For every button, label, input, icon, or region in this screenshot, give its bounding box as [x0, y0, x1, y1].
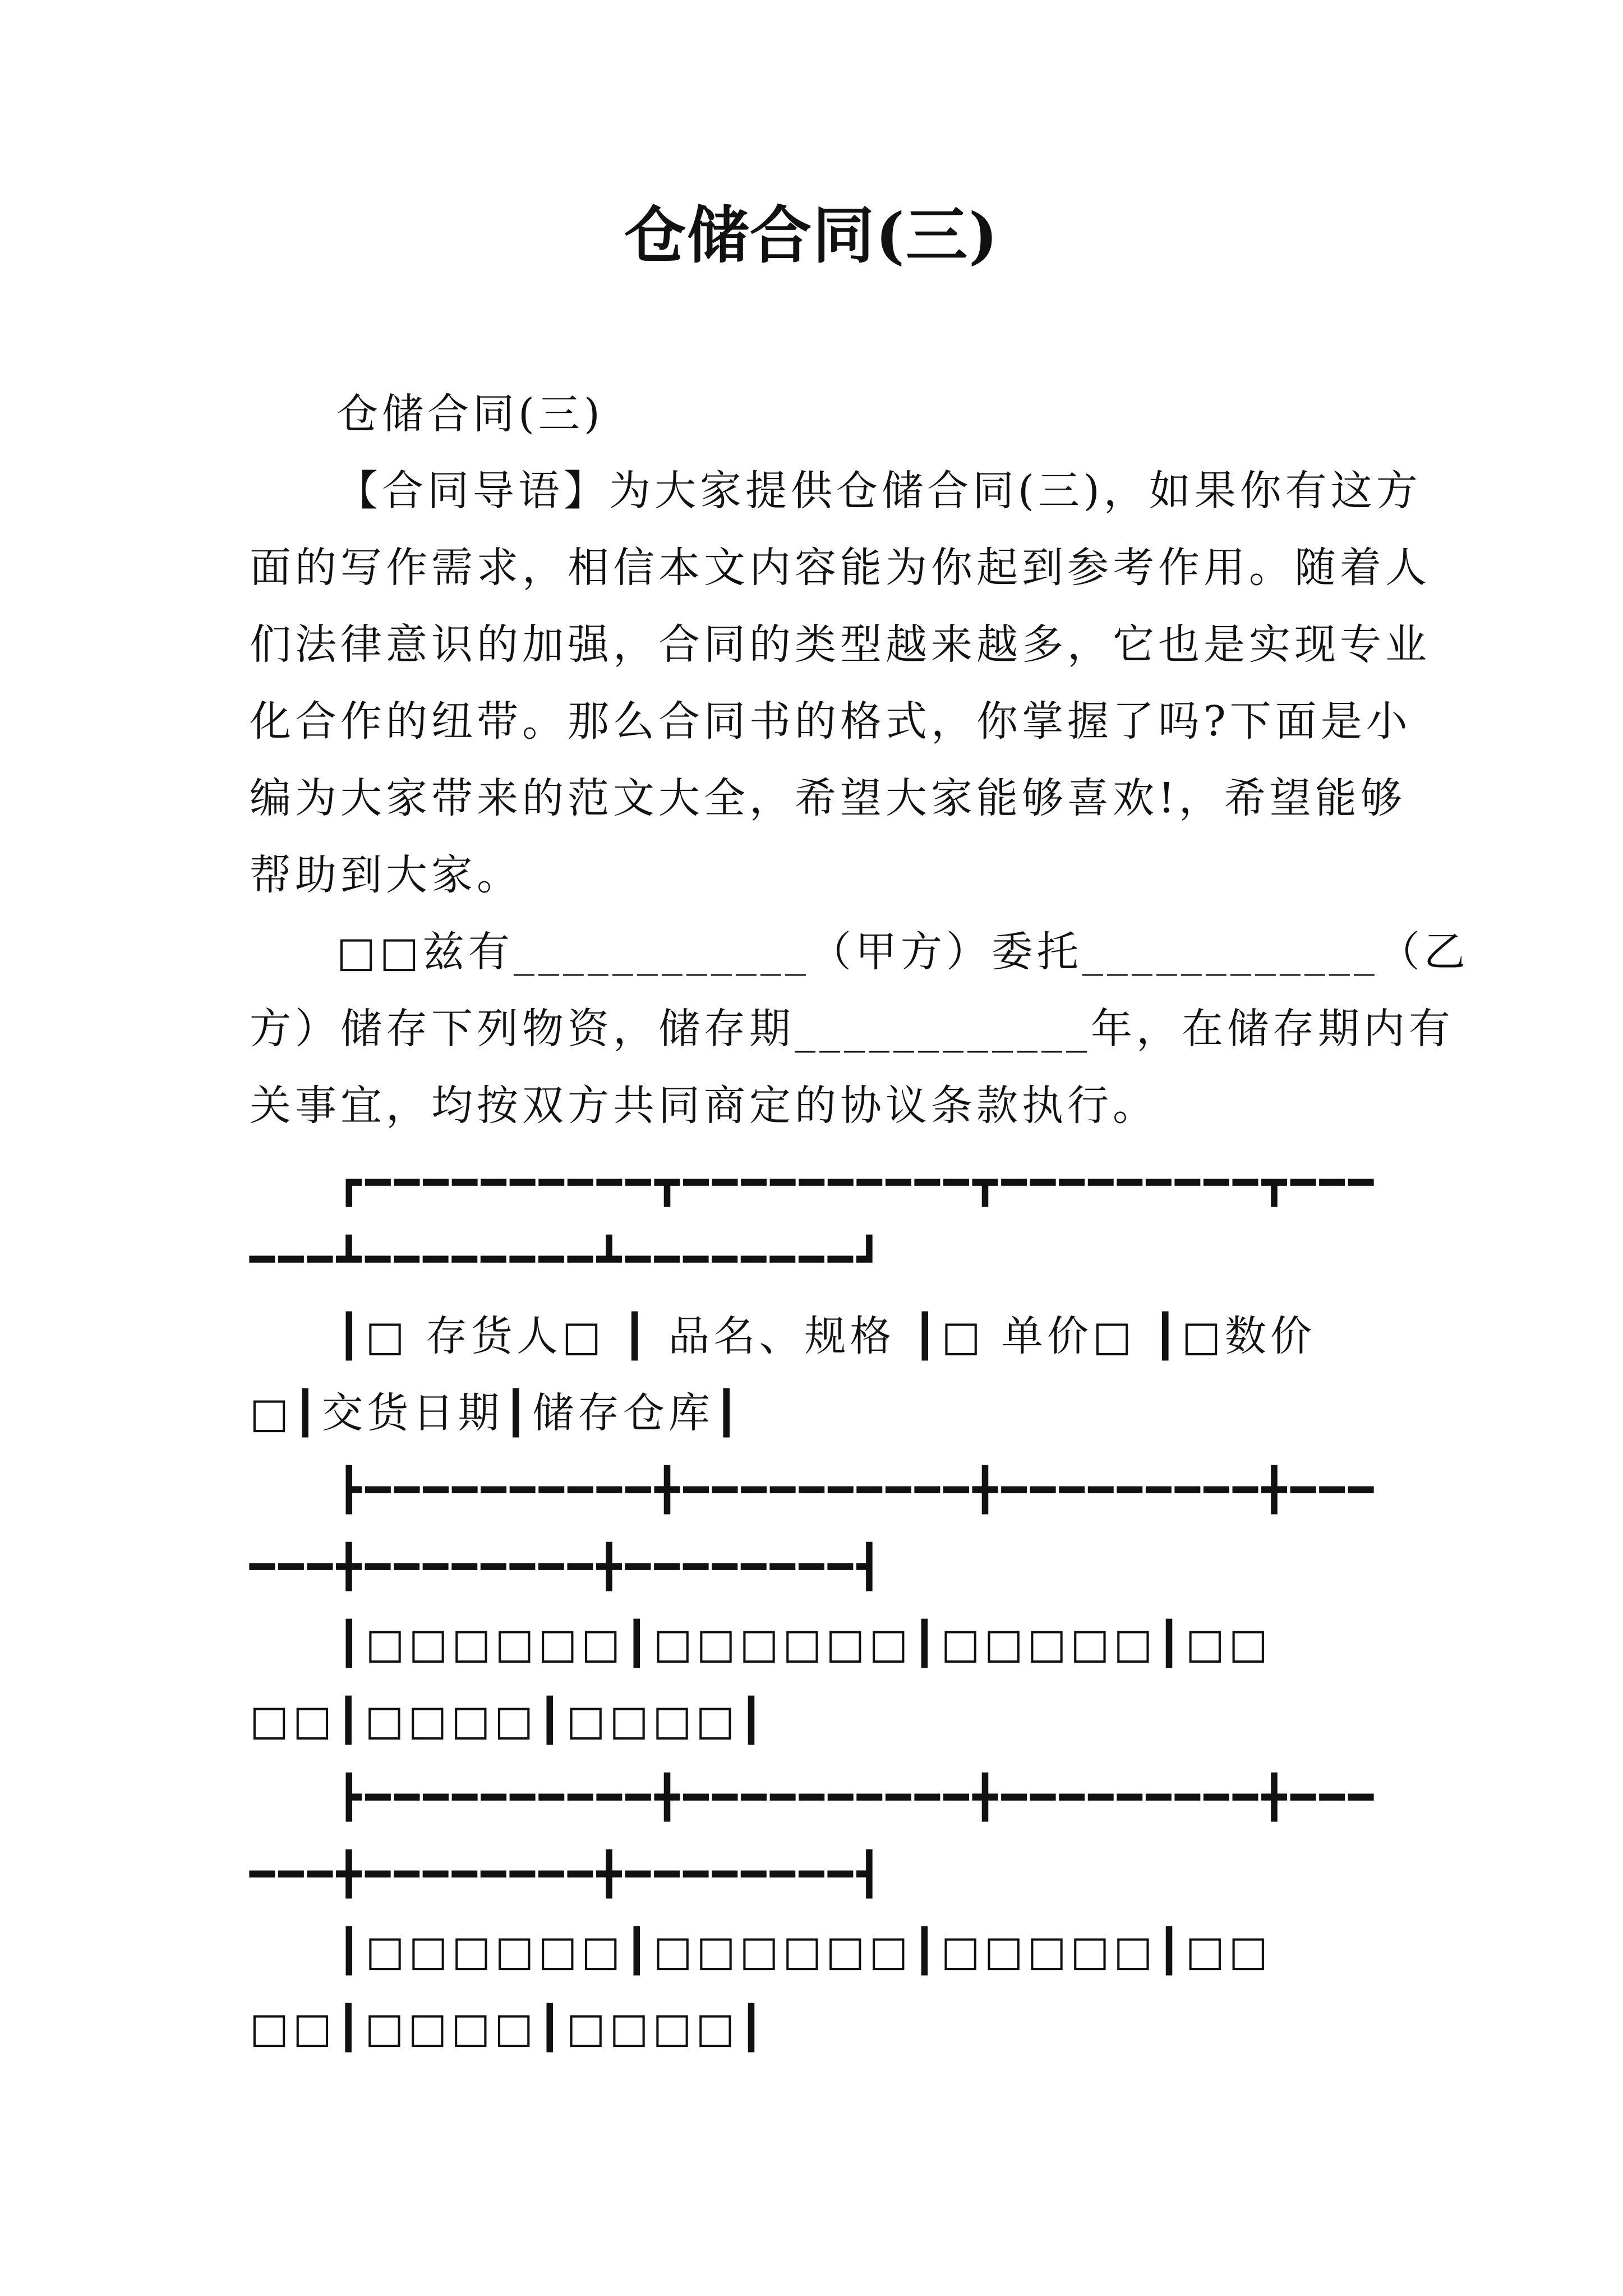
intro-line: 化合作的纽带。那么合同书的格式，你掌握了吗?下面是小 — [250, 697, 1412, 746]
table-border-top: ┏━━━━━━━━━━┳━━━━━━━━━━┳━━━━━━━━━┳━━━ — [336, 1158, 1377, 1207]
clause-line: 关事宜，均按双方共同商定的协议条款执行。 — [250, 1082, 1158, 1130]
table-row: ┃□□□□□□┃□□□□□□┃□□□□□┃□□ — [336, 1927, 1272, 1975]
document-subtitle: 仓储合同(三) — [336, 390, 604, 438]
table-row-continued: □□┃□□□□┃□□□□┃ — [250, 1696, 768, 1745]
intro-line: 帮助到大家。 — [250, 851, 522, 899]
table-border-top-continued: ━━━┻━━━━━━━━┻━━━━━━━━┛ — [250, 1235, 886, 1283]
table-divider-continued: ━━━╋━━━━━━━━╋━━━━━━━━┫ — [250, 1850, 886, 1898]
table-header-row: ┃□ 存货人□ ┃ 品名、规格 ┃□ 单价□ ┃□数价 — [336, 1312, 1316, 1360]
intro-line: 面的写作需求，相信本文内容能为你起到参考作用。随着人 — [250, 544, 1431, 592]
document-title: 仓储合同(三) — [624, 199, 999, 272]
clause-line: □□兹有____________（甲方）委托____________（乙 — [336, 928, 1469, 976]
table-divider: ┣━━━━━━━━━━╋━━━━━━━━━━╋━━━━━━━━━╋━━━ — [336, 1773, 1377, 1821]
intro-line: 编为大家带来的范文大全，希望大家能够喜欢!，希望能够 — [250, 774, 1406, 822]
clause-line: 方）储存下列物资，储存期____________年，在储存期内有 — [250, 1005, 1454, 1053]
intro-line: 【合同导语】为大家提供仓储合同(三)，如果你有这方 — [336, 467, 1422, 515]
table-divider-continued: ━━━╋━━━━━━━━╋━━━━━━━━┫ — [250, 1543, 886, 1591]
table-divider: ┣━━━━━━━━━━╋━━━━━━━━━━╋━━━━━━━━━╋━━━ — [336, 1466, 1377, 1514]
table-row-continued: □□┃□□□□┃□□□□┃ — [250, 2004, 768, 2052]
document-body — [250, 376, 1469, 2067]
table-header-row-continued: □┃交货日期┃储存仓库┃ — [250, 1389, 743, 1437]
table-row: ┃□□□□□□┃□□□□□□┃□□□□□┃□□ — [336, 1619, 1272, 1668]
intro-line: 们法律意识的加强，合同的类型越来越多，它也是实现专业 — [250, 620, 1431, 669]
